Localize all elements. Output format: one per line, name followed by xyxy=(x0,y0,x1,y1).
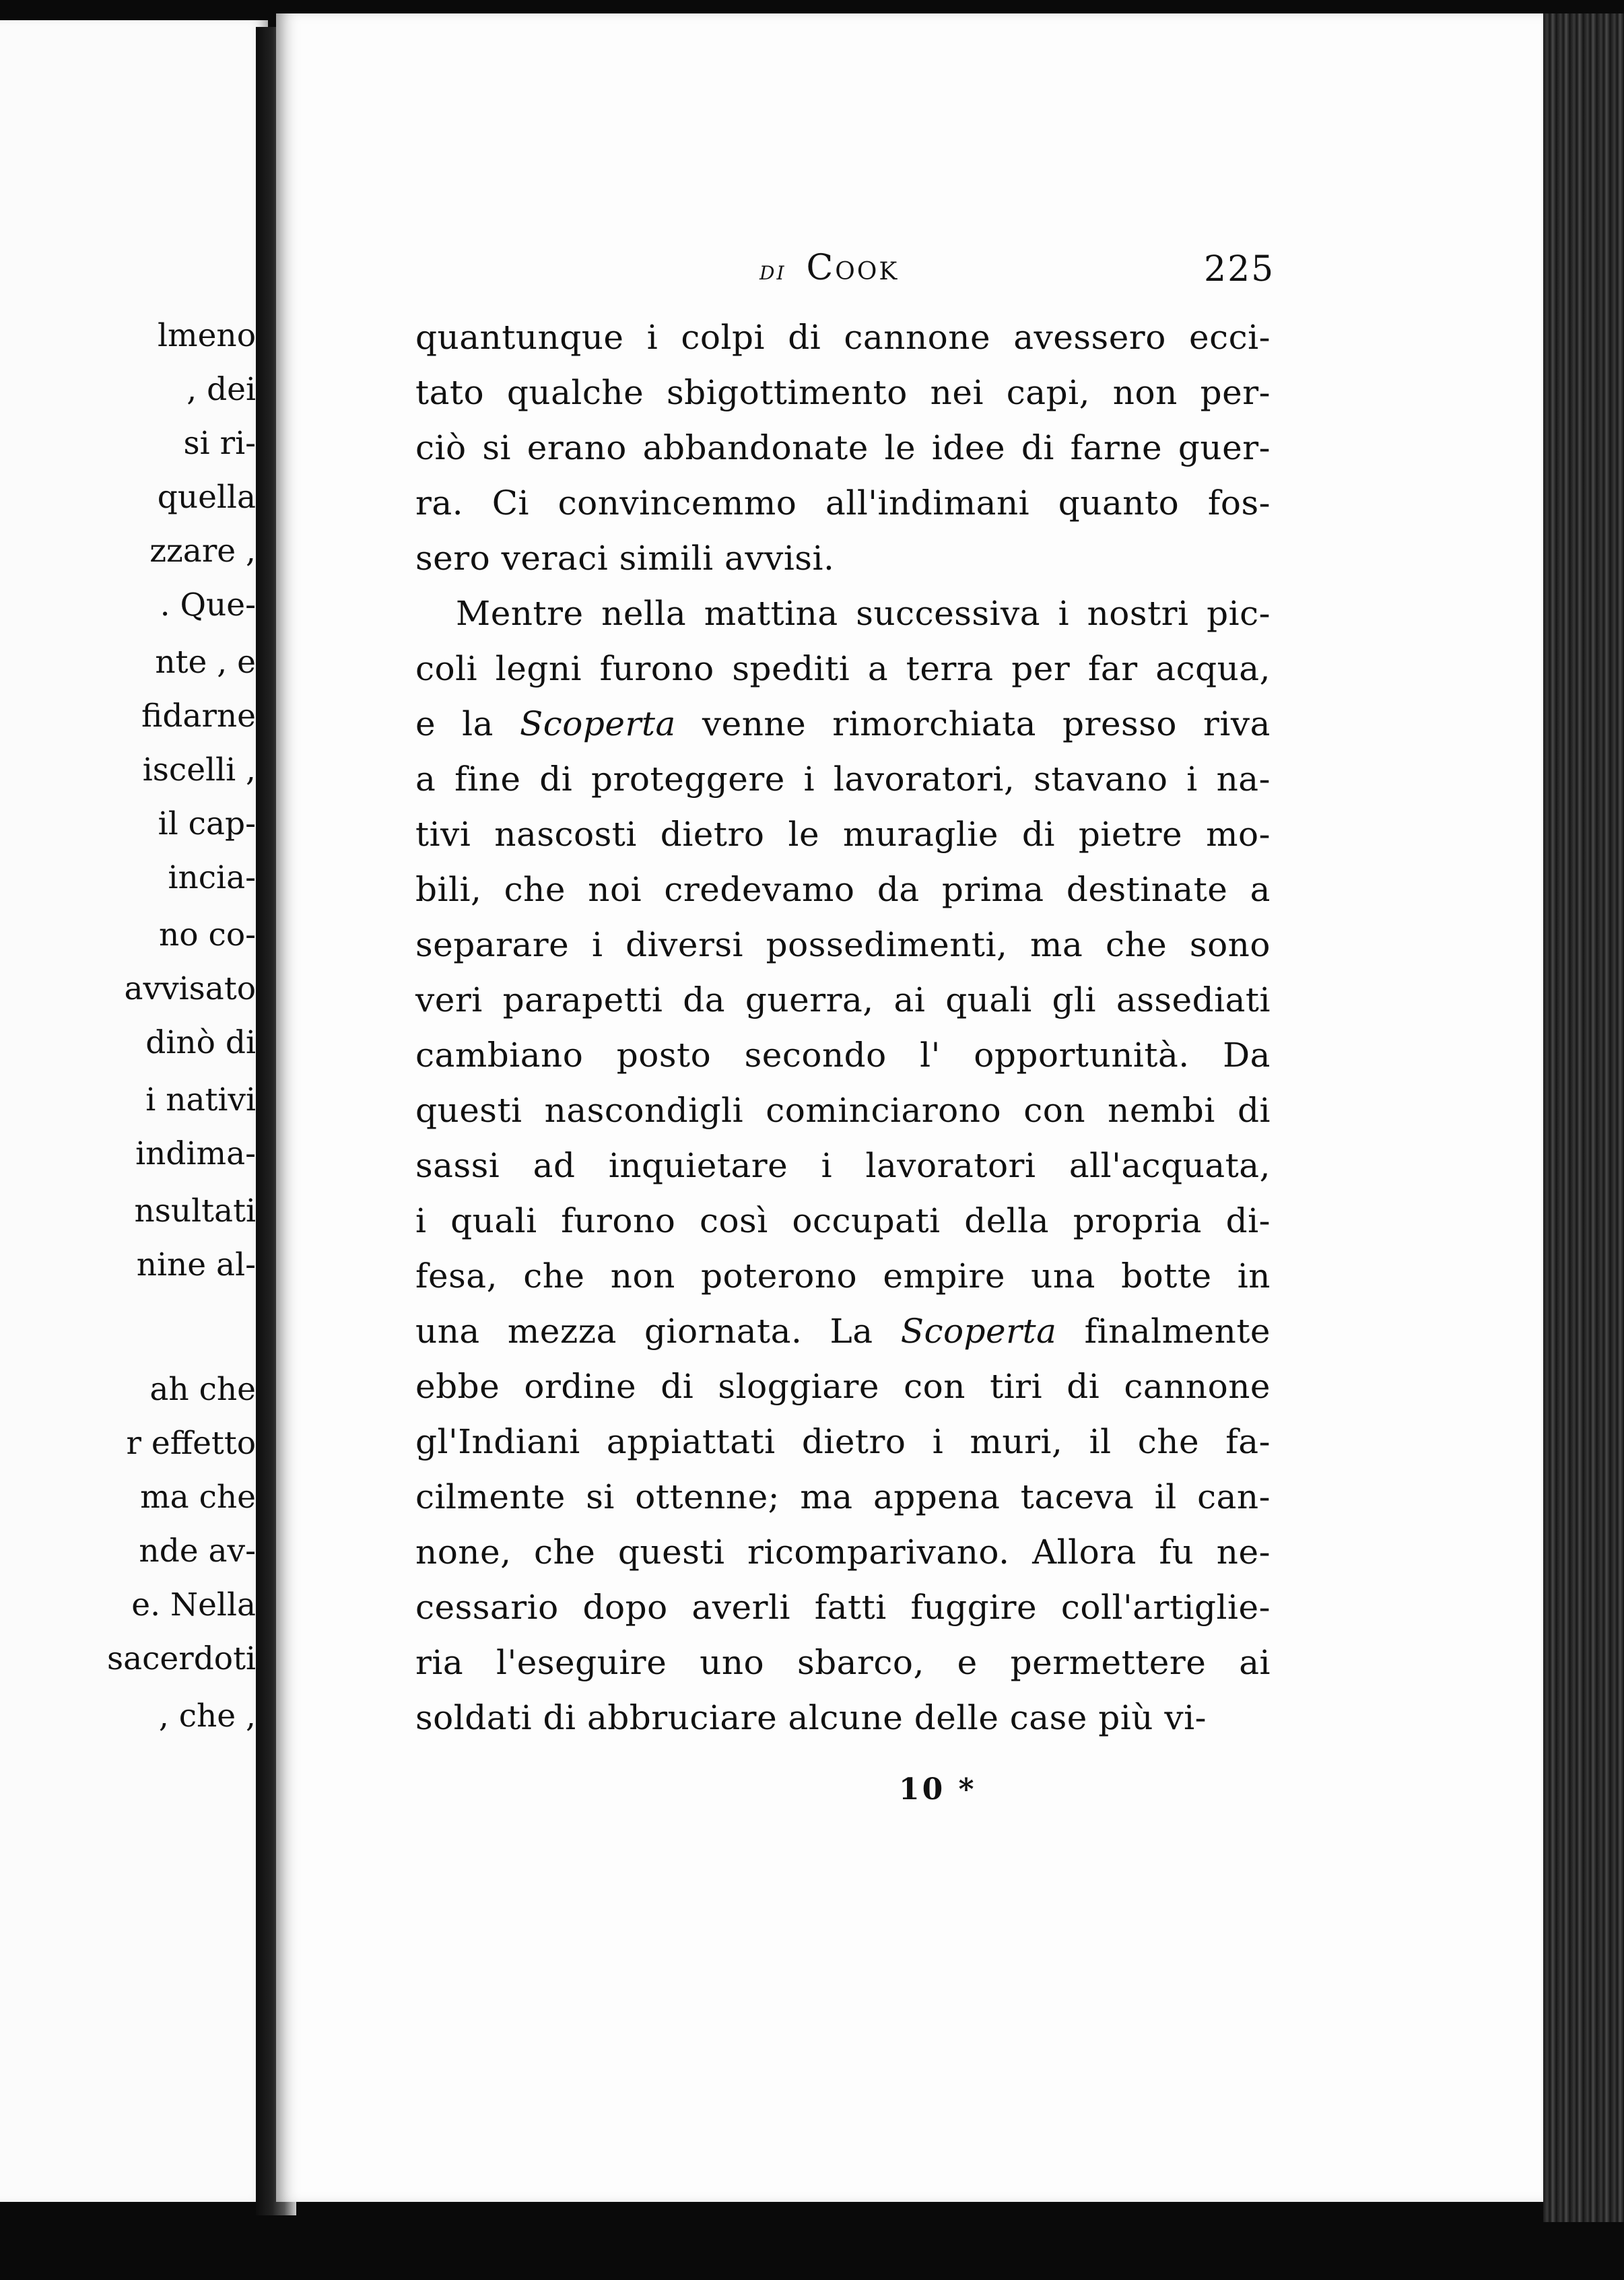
left-page-line: , dei xyxy=(187,371,256,408)
body-line: veri parapetti da guerra, ai quali gli assediati xyxy=(415,980,1271,1019)
italic-ship-name: Scoperta xyxy=(900,1312,1057,1351)
running-head-prefix: di xyxy=(759,255,786,286)
body-line: i quali furono così occupati della propria di- xyxy=(415,1201,1271,1240)
body-line: ciò si erano abbandonate le idee di farne guer- xyxy=(415,428,1271,467)
left-page-line: lmeno xyxy=(158,317,256,354)
body-line: cilmente si ottenne; ma appena taceva il can- xyxy=(415,1477,1271,1516)
left-page-fragment xyxy=(0,20,268,2202)
left-page-line: fidarne xyxy=(141,698,256,735)
left-page-line: r effetto xyxy=(126,1425,256,1462)
signature-mark: 10 * xyxy=(899,1772,977,1807)
running-head xyxy=(759,248,899,288)
body-line: coli legni furono spediti a terra per far acqua, xyxy=(415,649,1271,688)
body-line: quantunque i colpi di cannone avessero ecci- xyxy=(415,318,1271,357)
left-page-line: . Que- xyxy=(160,586,256,624)
body-line: gl'Indiani appiattati dietro i muri, il che fa- xyxy=(415,1422,1271,1461)
left-page-line: nte , e xyxy=(155,644,256,681)
body-line: ebbe ordine di sloggiare con tiri di cannone xyxy=(415,1367,1271,1406)
left-page-line: e. Nella xyxy=(131,1586,256,1623)
body-line: bili, che noi credevamo da prima destinate a xyxy=(415,870,1271,909)
page-number: 225 xyxy=(1204,249,1275,290)
left-page-line: , che , xyxy=(158,1698,256,1735)
body-line: a fine di proteggere i lavoratori, stavano i na- xyxy=(415,760,1271,799)
body-line: questi nascondigli cominciarono con nembi di xyxy=(415,1091,1271,1130)
left-page-line: nsultati xyxy=(134,1193,256,1230)
left-page-line: quella xyxy=(157,479,256,516)
body-line: sero veraci simili avvisi. xyxy=(415,539,835,578)
body-line: cessario dopo averli fatti fuggire coll'artiglie- xyxy=(415,1588,1271,1627)
left-page-line: i nativi xyxy=(145,1081,256,1118)
body-line: Mentre nella mattina successiva i nostri pic- xyxy=(456,594,1271,633)
left-page-line: dinò di xyxy=(145,1024,256,1061)
left-page-line: incia- xyxy=(168,859,256,896)
left-page-line: nde av- xyxy=(139,1533,256,1570)
body-line: none, che questi ricomparivano. Allora fu ne- xyxy=(415,1533,1271,1572)
body-line: ria l'eseguire uno sbarco, e permettere ai xyxy=(415,1643,1271,1682)
body-line: soldati di abbruciare alcune delle case più vi- xyxy=(415,1698,1207,1737)
left-page-line: il cap- xyxy=(158,805,256,842)
italic-ship-name: Scoperta xyxy=(520,704,676,743)
left-page-line: avvisato xyxy=(124,970,256,1007)
body-line: una mezza giornata. La Scoperta finalmente xyxy=(415,1312,1271,1351)
body-line: separare i diversi possedimenti, ma che sono xyxy=(415,925,1271,964)
left-page-line: no co- xyxy=(158,916,256,953)
left-page-line: nine al- xyxy=(136,1246,256,1283)
body-text xyxy=(415,310,1271,1745)
body-line: cambiano posto secondo l' opportunità. Da xyxy=(415,1036,1271,1075)
page-edges xyxy=(1543,13,1624,2222)
left-page-line: zzare , xyxy=(149,533,256,570)
body-line: e la Scoperta venne rimorchiata presso riva xyxy=(415,704,1271,743)
left-page-line: indima- xyxy=(135,1135,256,1172)
left-page-line: si ri- xyxy=(183,425,256,462)
left-page-line: sacerdoti xyxy=(106,1640,256,1677)
body-line: tato qualche sbigottimento nei capi, non per- xyxy=(415,373,1271,412)
body-line: ra. Ci convincemmo all'indimani quanto fos- xyxy=(415,483,1271,523)
left-page-line: iscelli , xyxy=(142,751,256,789)
body-line: fesa, che non poterono empire una botte in xyxy=(415,1256,1271,1296)
body-line: tivi nascosti dietro le muraglie di pietre mo- xyxy=(415,815,1271,854)
body-line: sassi ad inquietare i lavoratori all'acquata, xyxy=(415,1146,1271,1185)
left-page-line: ah che xyxy=(149,1371,256,1408)
running-head-title: Cook xyxy=(806,248,900,288)
left-page-line: ma che xyxy=(140,1479,256,1516)
